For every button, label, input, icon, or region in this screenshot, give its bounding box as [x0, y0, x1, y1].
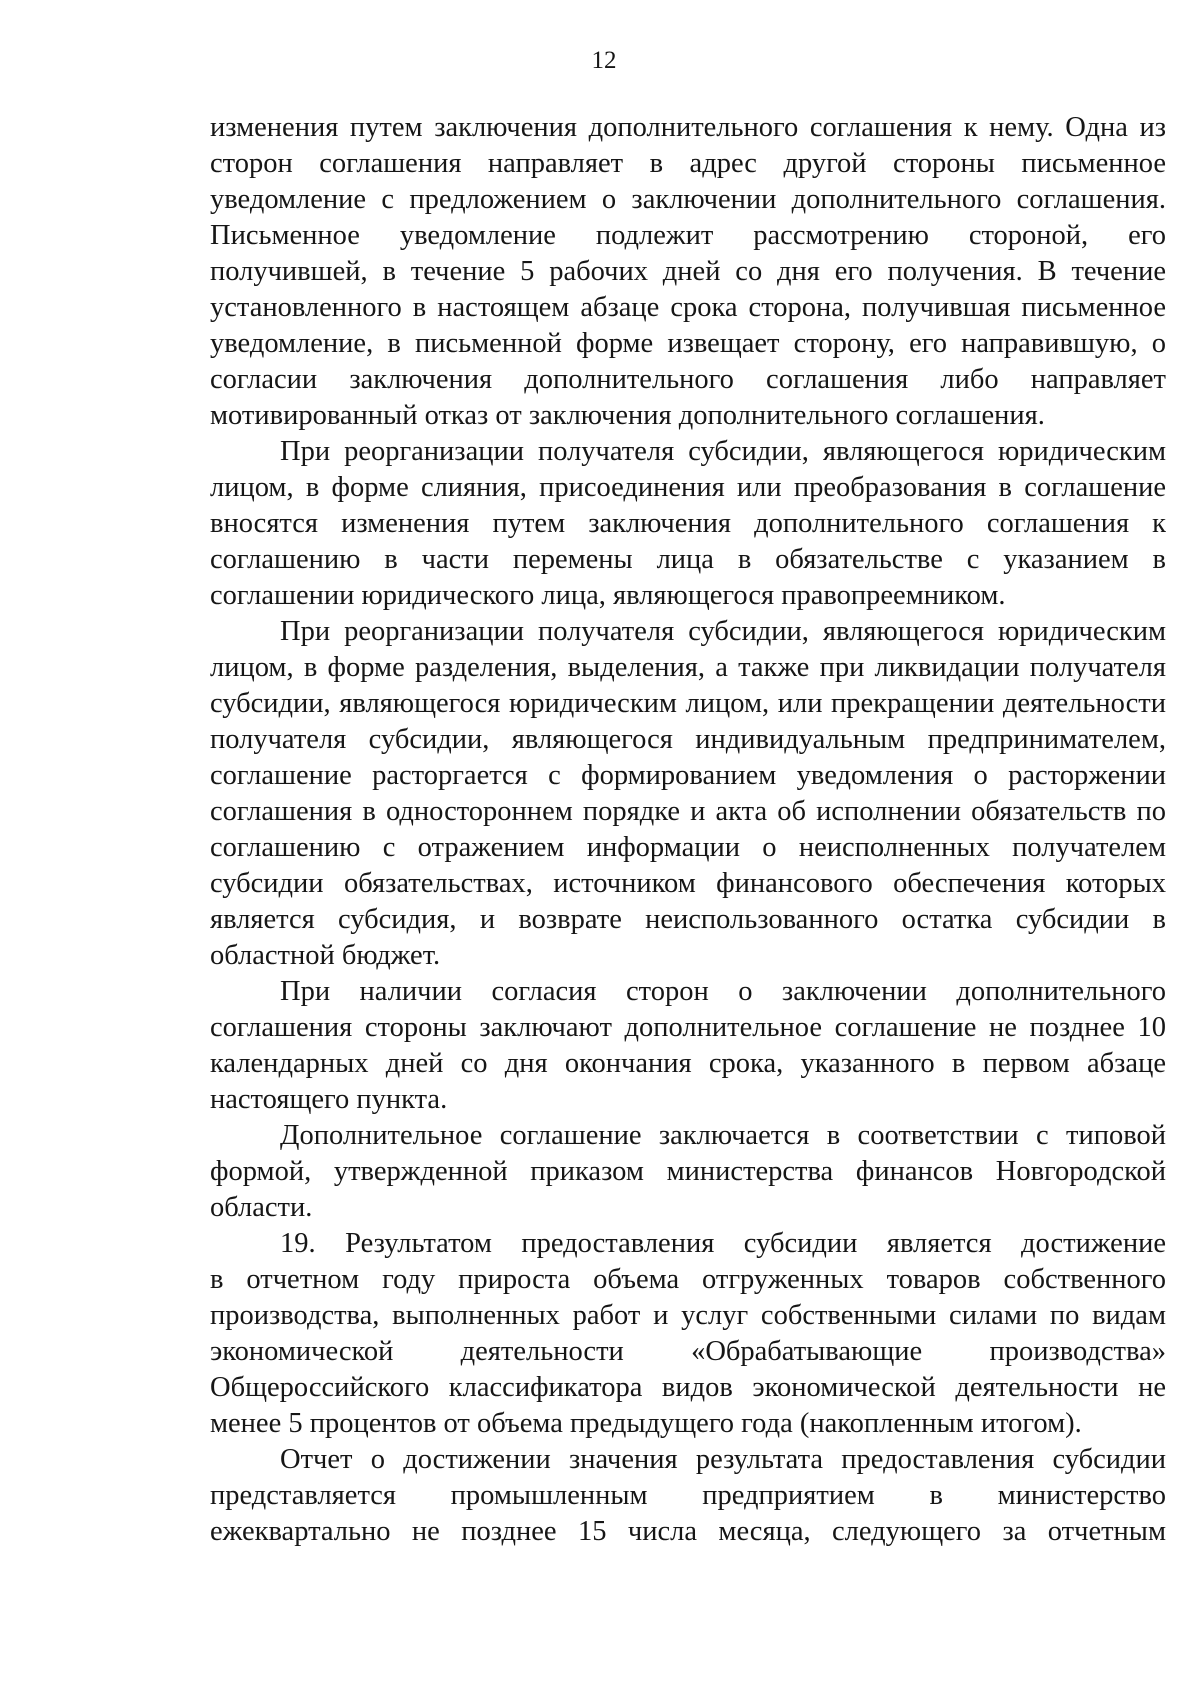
text-line: Дополнительное соглашение заключается в соответствии с типовой — [280, 1120, 1166, 1151]
text-line: области. — [210, 1192, 313, 1223]
paragraph — [210, 1226, 1166, 1442]
text-line: При наличии согласия сторон о заключении дополнительного — [280, 976, 1166, 1007]
text-line: вносятся изменения путем заключения дополнительного соглашения к — [210, 508, 1166, 539]
text-line: 19. Результатом предоставления субсидии является достижение — [280, 1228, 1166, 1259]
page-number: 12 — [591, 47, 617, 74]
paragraph — [210, 974, 1166, 1118]
text-line: формой, утвержденной приказом министерства финансов Новгородской — [210, 1156, 1166, 1187]
text-line: соглашения стороны заключают дополнительное соглашение не позднее 10 — [210, 1012, 1166, 1043]
paragraph — [210, 1118, 1166, 1226]
text-line: в отчетном году прироста объема отгруженных товаров собственного — [210, 1264, 1166, 1295]
text-line: лицом, в форме слияния, присоединения или преобразования в соглашение — [210, 472, 1166, 503]
text-line: При реорганизации получателя субсидии, являющегося юридическим — [280, 616, 1166, 647]
text-line: субсидии, являющегося юридическим лицом, или прекращении деятельности — [210, 688, 1166, 719]
text-line: сторон соглашения направляет в адрес другой стороны письменное — [210, 148, 1166, 179]
text-line: Письменное уведомление подлежит рассмотрению стороной, его — [210, 220, 1166, 251]
text-line: соглашению с отражением информации о неисполненных получателем — [210, 832, 1166, 863]
paragraph — [210, 434, 1166, 614]
text-line: менее 5 процентов от объема предыдущего года (накопленным итогом). — [210, 1408, 1082, 1439]
text-line: Общероссийского классификатора видов экономической деятельности не — [210, 1372, 1166, 1403]
text-line: получившей, в течение 5 рабочих дней со дня его получения. В течение — [210, 256, 1166, 287]
text-line: является субсидия, и возврате неиспользованного остатка субсидии в — [210, 904, 1166, 935]
text-line: уведомление с предложением о заключении дополнительного соглашения. — [210, 184, 1166, 215]
text-line: изменения путем заключения дополнительного соглашения к нему. Одна из — [210, 112, 1166, 143]
document-body — [210, 110, 1166, 1550]
paragraph — [210, 1442, 1166, 1550]
text-line: представляется промышленным предприятием в министерство — [210, 1480, 1166, 1511]
text-line: настоящего пункта. — [210, 1084, 448, 1115]
paragraph — [210, 110, 1166, 434]
text-line: соглашении юридического лица, являющегося правопреемником. — [210, 580, 1006, 611]
text-line: получателя субсидии, являющегося индивидуальным предпринимателем, — [210, 724, 1166, 755]
text-line: областной бюджет. — [210, 940, 441, 971]
text-line: согласии заключения дополнительного соглашения либо направляет — [210, 364, 1166, 395]
paragraph — [210, 614, 1166, 974]
text-line: экономической деятельности «Обрабатывающие производства» — [210, 1336, 1166, 1367]
text-line: субсидии обязательствах, источником финансового обеспечения которых — [210, 868, 1166, 899]
text-line: лицом, в форме разделения, выделения, а также при ликвидации получателя — [210, 652, 1166, 683]
text-line: календарных дней со дня окончания срока, указанного в первом абзаце — [210, 1048, 1166, 1079]
text-line: ежеквартально не позднее 15 числа месяца, следующего за отчетным — [210, 1516, 1166, 1547]
text-line: установленного в настоящем абзаце срока сторона, получившая письменное — [210, 292, 1166, 323]
text-line: соглашения в одностороннем порядке и акта об исполнении обязательств по — [210, 796, 1166, 827]
text-line: производства, выполненных работ и услуг собственными силами по видам — [210, 1300, 1166, 1331]
text-line: уведомление, в письменной форме извещает сторону, его направившую, о — [210, 328, 1166, 359]
text-line: При реорганизации получателя субсидии, являющегося юридическим — [280, 436, 1166, 467]
text-line: мотивированный отказ от заключения дополнительного соглашения. — [210, 400, 1045, 431]
text-line: соглашению в части перемены лица в обязательстве с указанием в — [210, 544, 1166, 575]
text-line: соглашение расторгается с формированием уведомления о расторжении — [210, 760, 1166, 791]
text-line: Отчет о достижении значения результата предоставления субсидии — [280, 1444, 1166, 1475]
